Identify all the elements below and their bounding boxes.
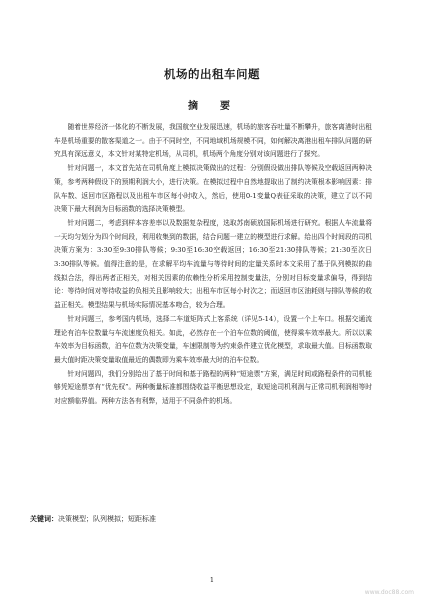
abstract-paragraph-problem-4: 针对问题四，我们分别给出了基于时间和基于路程的两种“短途票”方案，满足时间或路程条件的司机能够凭短途票享有“优先权”。两种衡量标准都围绕收益平衡思想设定，取短途司机利润与正常司机利润相等时对应额临界值。两种方法各有利弊，适用于不同条件的机场。 [54, 369, 372, 406]
watermark-text: www.doc88.com [364, 589, 414, 596]
abstract-body [54, 121, 372, 409]
keywords-line [30, 514, 156, 524]
abstract-paragraph-problem-2: 针对问题二，考虑到样本容差率以及数据复杂程度，选取苏南硕放国际机场进行研究。根据人车流量将一天均匀划分为四个时间段，利用收集到的数据，结合问题一建立的模型进行求解。给出四个时间段的司机决策方案为：3:30至9:30排队等候；9:30至16:30空载返回；16:30至21:30排队等候；21:30至次日3:30排队等候。值得注意的是，在求解平均车流量与等待时间的定量关系时本文采用了基于队列模拟的曲线拟合法，得出两者正相关，对相关因素的依赖性分析采用控制变量法，分别对目标变量求偏导，得到结论：等待时间对等待收益的负相关且影响较大；出租车市区每小时次之；而返回市区油耗则与排队等候的收益正相关。模型结果与机场实际情况基本吻合，较为合理。 [54, 218, 372, 310]
abstract-paragraph-problem-3: 针对问题三，参考国内机场，选择二车道矩阵式上客系统（详见5-14），设置一个上车口。根据交通流理论有泊车位数量与车流速度负相关。如此，必然存在一个泊车位数的阈值，使得乘车效率最大。所以以乘车效率为目标函数，泊车位数为决策变量，车速限制等为约束条件建立优化模型，求取最大值。目标函数取最大值时距决策变量取值最近的偶数即为乘车效率最大时的泊车位数。 [54, 314, 372, 364]
abstract-paragraph-problem-1: 针对问题一，本文首先站在司机角度上模拟决策做出的过程：分别假设做出排队等候及空载返回两种决策，参考两种假设下的预期利润大小，进行决策。在模拟过程中自然地提取出了制约决策根本影响因素：排队车数、返回市区路程以及出租车市区每小时收入，然后，使用0-1变量Q表征采取的决策，建立了以不同决策下最大利润为目标函数的选择决策模型。 [54, 164, 372, 214]
abstract-paragraph-intro: 随着世界经济一体化的不断发展，我国航空业发展迅速，机场的旅客吞吐量不断攀升，旅客离港时出租车是机场重要的散客渠道之一。由于不同时空，不同地域机场规模不同，如何解决离港出租车排队问题的研究具有深远意义，本文针对某特定机场，从司机，机场两个角度分别对该问题进行了探究。 [54, 123, 372, 159]
keywords-text: 决策模型；队列模拟；短距标准 [58, 515, 156, 523]
abstract-heading: 摘 要 [188, 101, 236, 112]
paper-title: 机场的出租车问题 [164, 67, 260, 81]
keywords-label: 关键词： [30, 515, 58, 523]
page-number: 1 [209, 576, 215, 584]
